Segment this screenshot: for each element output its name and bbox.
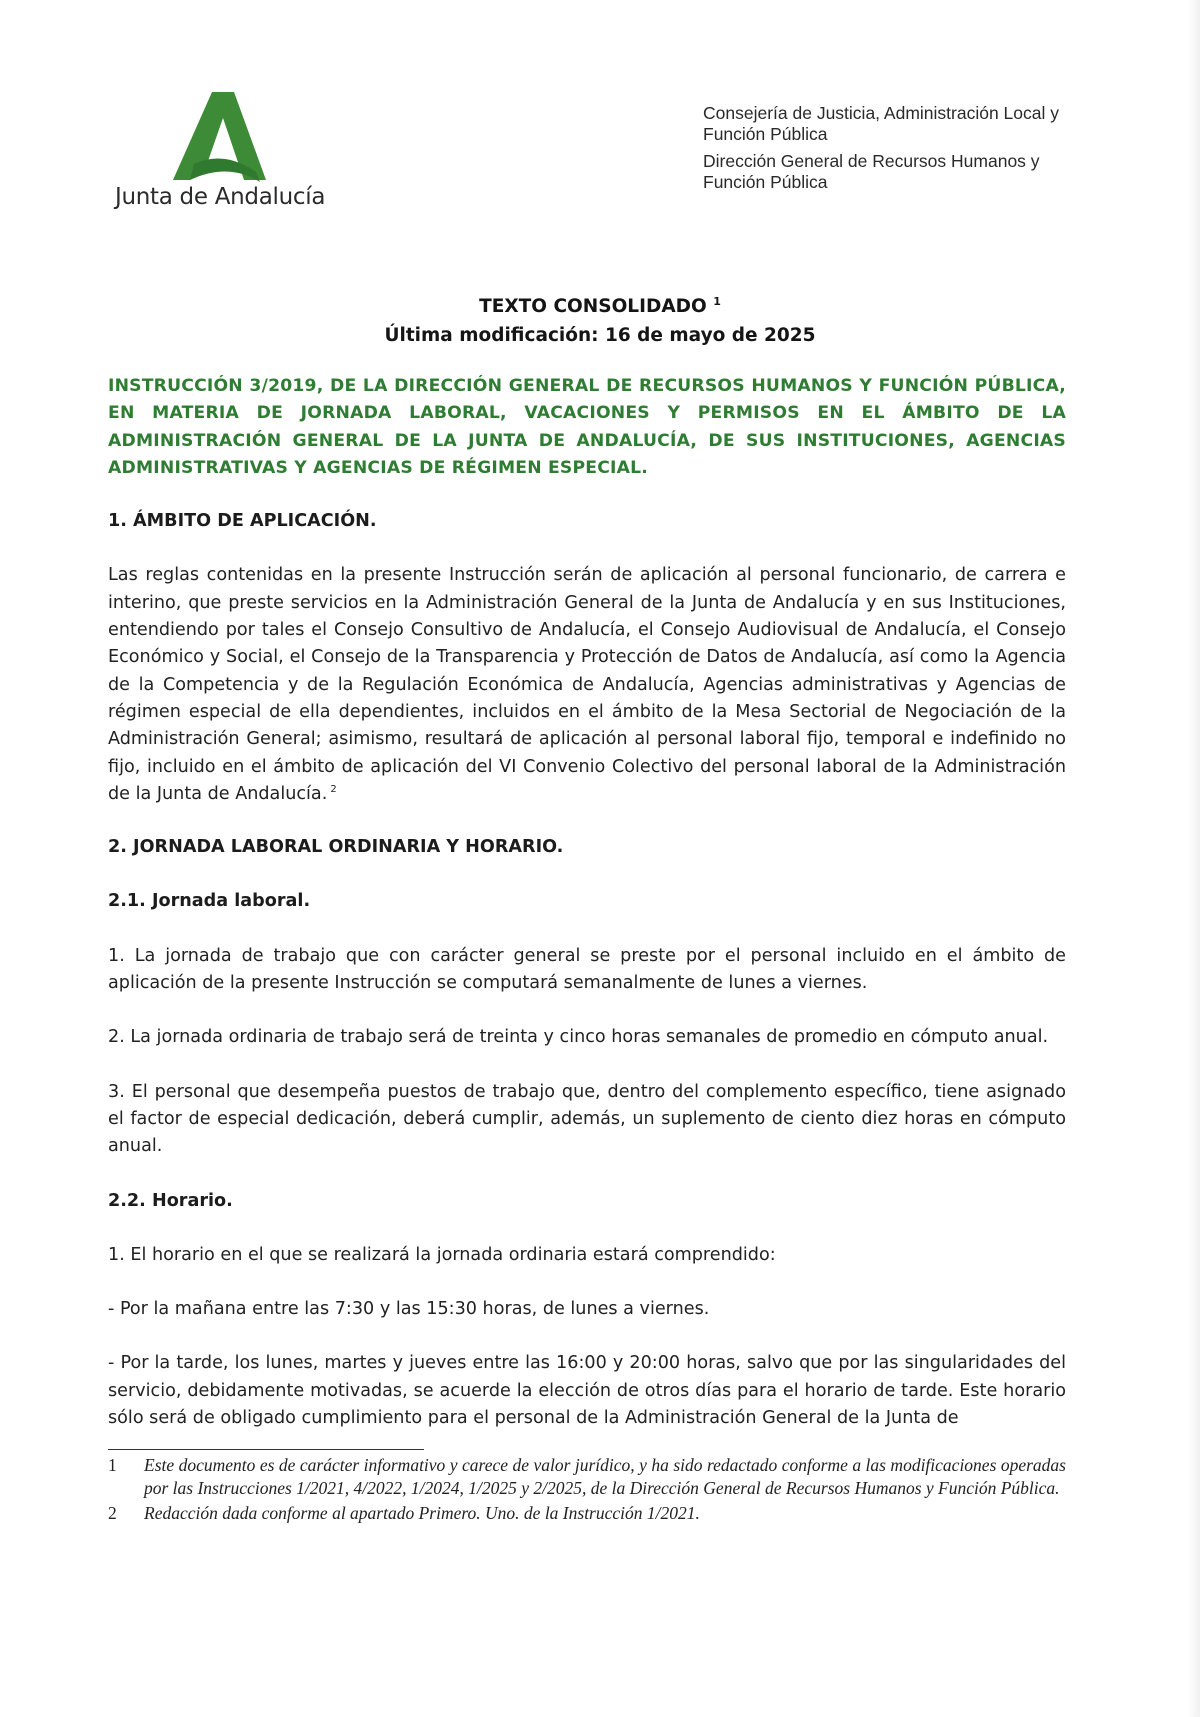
footnote-ref-1[interactable]: 1 xyxy=(713,294,721,308)
footnote-2 xyxy=(108,1502,1066,1525)
section-2-2-paragraph-3: - Por la tarde, los lunes, martes y jueves entre las 16:00 y 20:00 horas, salvo que por las singularidades del servicio, debidamente motivadas, se acuerde la elección de otros días para el horario de tarde. Este horario sólo será de obligado cumplimiento para el personal de la Administración General de la Junta de xyxy=(108,1353,1066,1429)
section-2-2-paragraph-1: 1. El horario en el que se realizará la jornada ordinaria estará comprendido: xyxy=(108,1244,776,1265)
section-2-1-paragraph-2: 2. La jornada ordinaria de trabajo será de treinta y cinco horas semanales de promedio en cómputo anual. xyxy=(108,1027,1049,1048)
document-title-block xyxy=(0,292,1200,350)
section-2-2-heading: 2.2. Horario. xyxy=(108,1190,233,1211)
footnote-text: Redacción dada conforme al apartado Primero. Uno. de la Instrucción 1/2021. xyxy=(144,1503,700,1523)
section-2-2-paragraph-2: - Por la mañana entre las 7:30 y las 15:30 horas, de lunes a viernes. xyxy=(108,1299,710,1320)
junta-logo-a-icon xyxy=(170,92,280,182)
document-body xyxy=(108,373,1066,1432)
consolidated-text-title: TEXTO CONSOLIDADO $^1$ xyxy=(479,294,721,317)
section-2-1-paragraph-1: 1. La jornada de trabajo que con carácter general se preste por el personal incluido en el ámbito de aplicación de la presente Instrucción se computará semanalmente de lunes a viernes. xyxy=(108,945,1066,994)
section-2-1-heading: 2.1. Jornada laboral. xyxy=(108,891,311,912)
logo-text: Junta de Andalucía xyxy=(115,184,326,210)
footnote-ref-2[interactable]: 2 xyxy=(330,784,337,795)
footnotes xyxy=(108,1454,1066,1527)
section-2-1-paragraph-3: 3. El personal que desempeña puestos de trabajo que, dentro del complemento específico, tiene asignado el factor de especial dedicación, deberá cumplir, además, un suplemento de ciento diez horas en cómputo anual. xyxy=(108,1081,1066,1157)
department-header xyxy=(703,103,1103,199)
junta-de-andalucia-logo xyxy=(115,92,340,222)
section-1-heading: 1. ÁMBITO DE APLICACIÓN. xyxy=(108,511,377,532)
footnote-divider xyxy=(108,1449,424,1450)
footnote-text: Este documento es de carácter informativo y carece de valor jurídico, y ha sido redactado conforme a las modificaciones operadas por las Instrucciones 1/2021, 4/2022, 1/2024, 1/2025 y 2/2025, de la Dirección General de Recursos Humanos y Función Pública. xyxy=(144,1455,1066,1498)
page-edge-shadow xyxy=(1188,0,1200,1717)
footnote-1 xyxy=(108,1454,1066,1500)
last-modified-date: Última modificación: 16 de mayo de 2025 xyxy=(384,325,816,346)
department-direccion-general: Dirección General de Recursos Humanos y Función Pública xyxy=(703,151,1040,192)
footnote-number: 2 xyxy=(108,1503,117,1523)
section-2-heading: 2. JORNADA LABORAL ORDINARIA Y HORARIO. xyxy=(108,837,564,858)
section-1-paragraph: Las reglas contenidas en la presente Instrucción serán de aplicación al personal funcionario, de carrera e interino, que preste servicios en la Administración General de la Junta de Andalucía y en sus Instituciones, entendiendo por tales el Consejo Consultivo de Andalucía, el Consejo Audiovisual de Andalucía, el Consejo Económico y Social, el Consejo de la Transparencia y Protección de Datos de Andalucía, así como la Agencia de la Competencia y de la Regulación Económica de Andalucía, Agencias administrativas y Agencias de régimen especial de ella dependientes, incluidos en el ámbito de la Mesa Sectorial de Negociación de la Administración General; asimismo, resultará de aplicación al personal laboral fijo, temporal e indefinido no fijo, incluido en el ámbito de aplicación del VI Convenio Colectivo del personal laboral de la Administración de la Junta de Andalucía. $^2$ xyxy=(108,565,1066,804)
footnote-number: 1 xyxy=(108,1455,117,1475)
department-consejeria: Consejería de Justicia, Administración Local y Función Pública xyxy=(703,103,1060,144)
instruction-title: INSTRUCCIÓN 3/2019, DE LA DIRECCIÓN GENERAL DE RECURSOS HUMANOS Y FUNCIÓN PÚBLICA, EN MATERIA DE JORNADA LABORAL, VACACIONES Y PERMISOS EN EL ÁMBITO DE LA ADMINISTRACIÓN GENERAL DE LA JUNTA DE ANDALUCÍA, DE SUS INSTITUCIONES, AGENCIAS ADMINISTRATIVAS Y AGENCIAS DE RÉGIMEN ESPECIAL. xyxy=(108,376,1066,478)
